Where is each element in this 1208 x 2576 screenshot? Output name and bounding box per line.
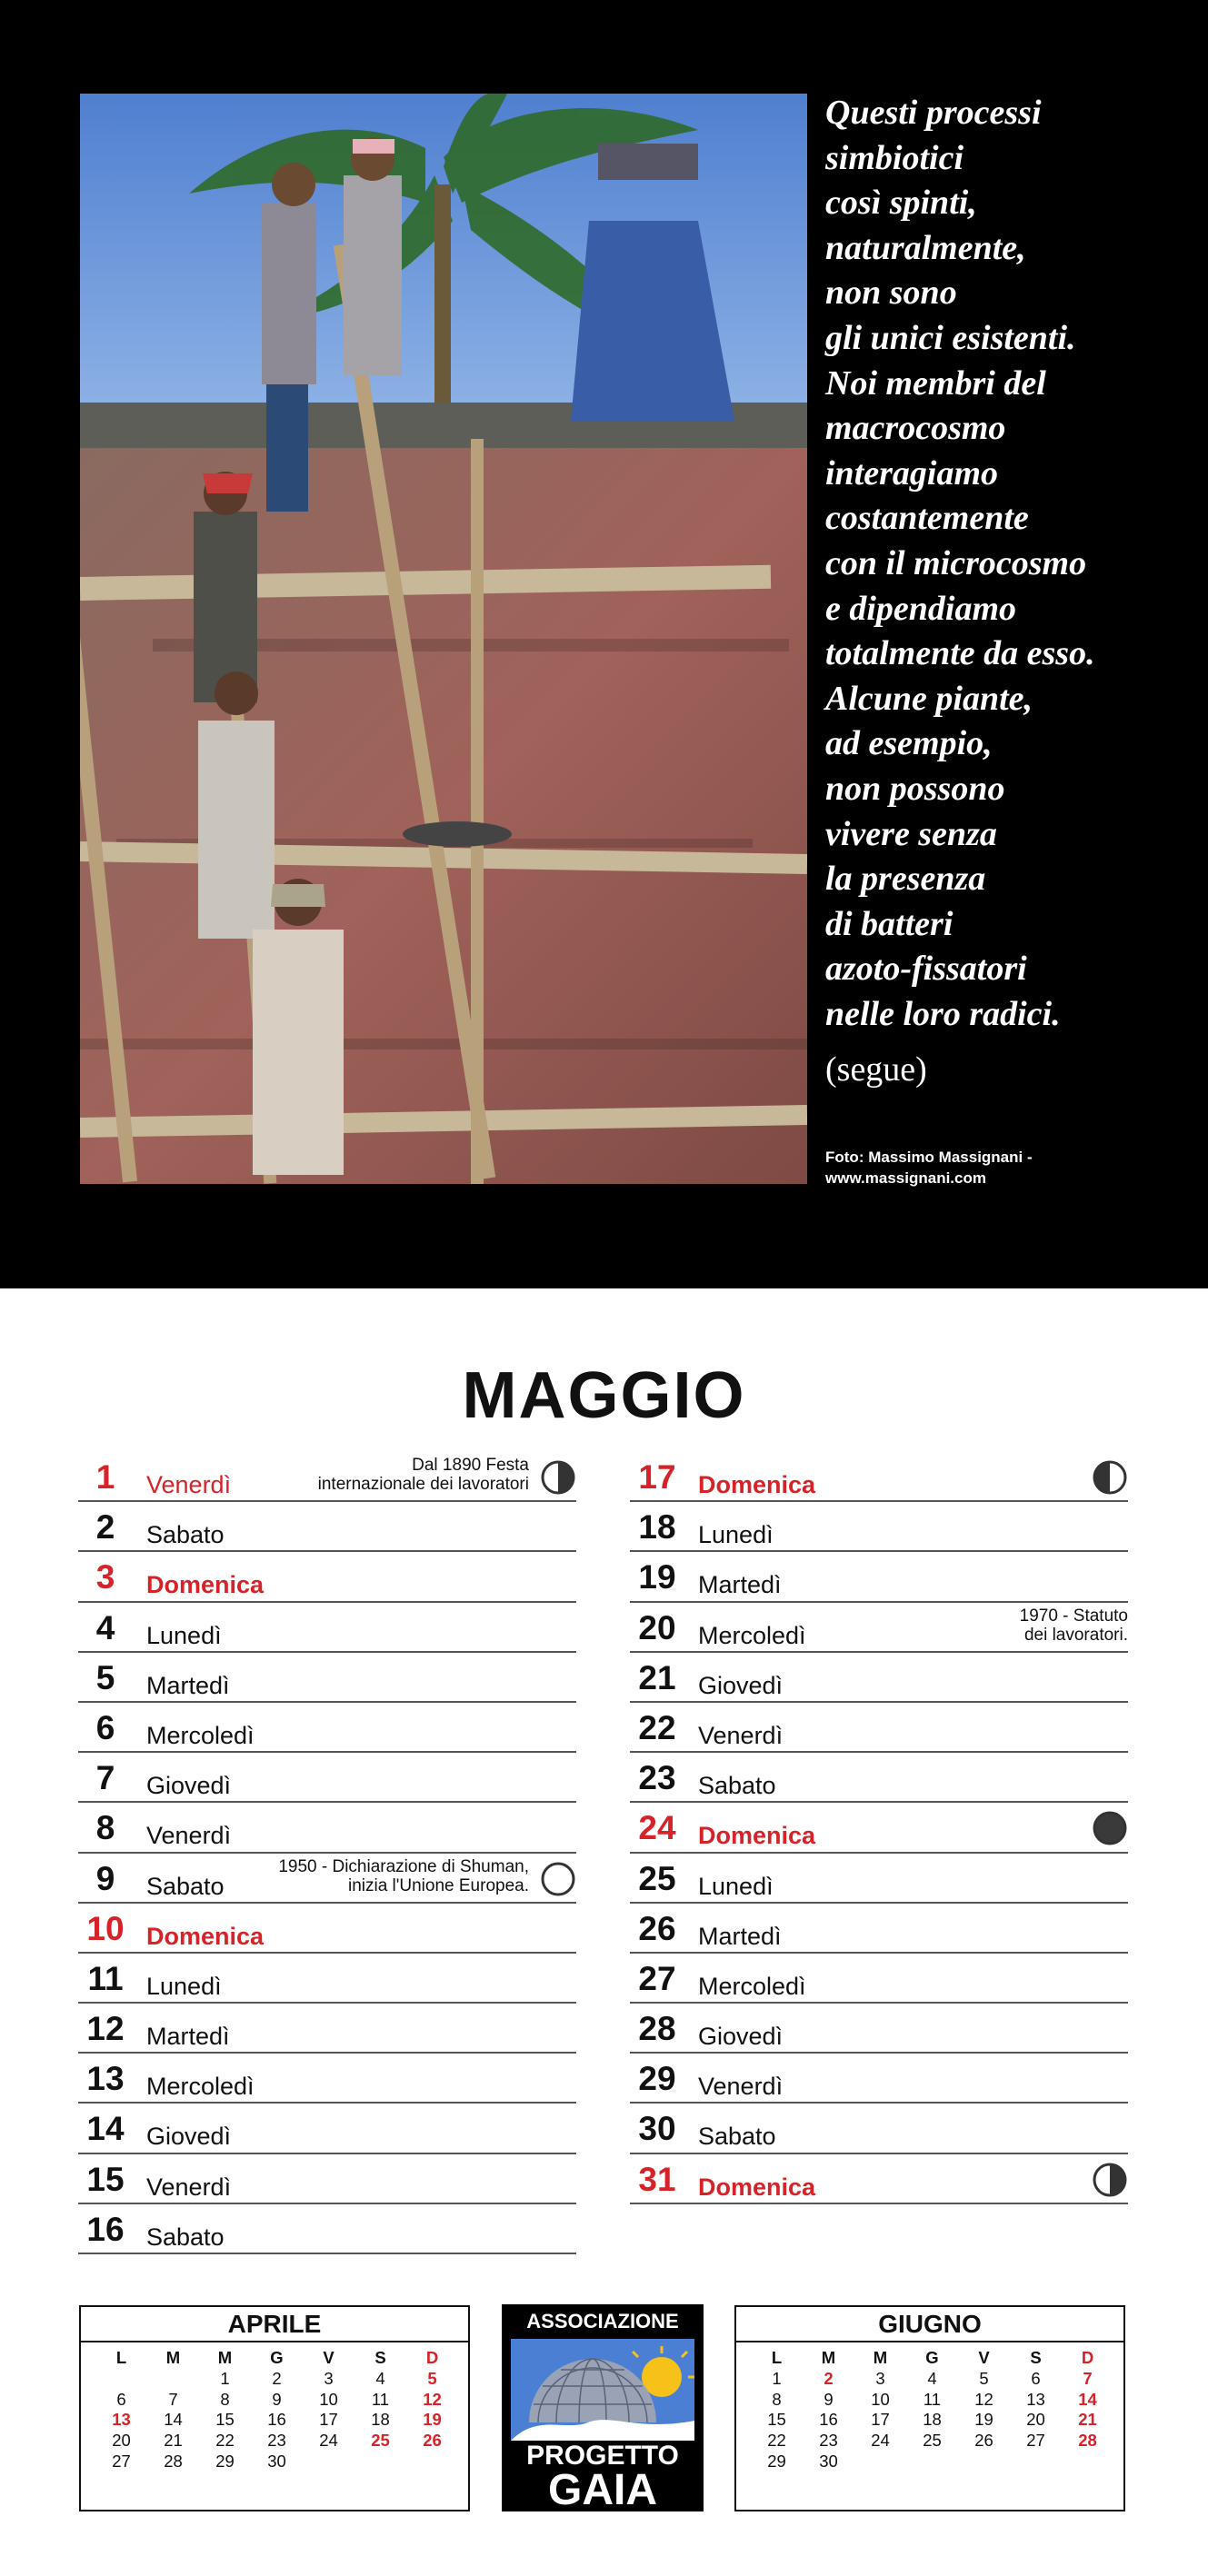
mini-calendar-day: 10 [319,2389,338,2409]
day-note [318,1456,529,1494]
weekday-header: D [425,2348,439,2367]
day-row [78,2054,576,2104]
day-note-line: dei lavoratori. [1023,1625,1128,1645]
mini-calendar-day: 8 [220,2389,230,2409]
quote-line: ad esempio, [825,724,993,763]
quote-line: così spinti, [825,184,977,223]
day-row [78,2004,576,2054]
mini-calendar-day: 10 [871,2389,890,2409]
day-row [78,1653,576,1703]
mini-calendar-day: 27 [1026,2431,1045,2451]
day-number: 19 [638,1558,676,1596]
mini-calendar-day: 11 [923,2389,942,2409]
weekday-name: Domenica [698,2173,816,2201]
day-number: 12 [86,2010,125,2048]
weekday-header: S [1030,2348,1042,2367]
weekday-name: Mercoledì [698,1972,806,2000]
mini-calendar-day: 23 [819,2431,838,2451]
mini-calendar-day: 8 [772,2389,782,2409]
weekday-header: M [873,2348,888,2367]
mini-calendar-day: 29 [215,2451,235,2471]
mini-calendar-title: GIUGNO [736,2307,1123,2342]
weekday-name: Sabato [146,1872,225,1900]
mini-calendar-grid [751,2348,1113,2472]
mini-calendar-day: 30 [267,2451,286,2471]
quote-line: Questi processi [825,94,1042,132]
day-note-line: Dal 1890 Festa [412,1456,529,1475]
day-row [630,1854,1128,1904]
day-row [78,2204,576,2254]
weekday-header: S [374,2348,386,2367]
mini-calendar-day: 16 [267,2410,286,2430]
weekday-name: Domenica [698,1471,816,1498]
weekday-name: Venerdì [146,1822,232,1850]
mini-calendar-day: 1 [772,2368,782,2388]
day-row [78,1552,576,1602]
weekday-name: Giovedì [146,2123,232,2151]
day-note-line: 1970 - Statuto [1019,1606,1128,1626]
mini-calendar-day: 23 [267,2431,286,2451]
day-row [630,2054,1128,2104]
mini-calendar-day: 15 [215,2410,235,2430]
mini-calendar-day [1010,2452,1062,2472]
day-number: 5 [95,1658,115,1696]
mini-calendar-day [303,2452,354,2472]
mini-calendar-day: 9 [824,2389,834,2409]
logo-text-middle: PROGETTO [526,2441,679,2471]
day-row-empty [630,2204,1128,2254]
day-note-line: inizia l'Unione Europea. [347,1875,529,1895]
mini-calendar-day: 25 [371,2431,390,2451]
quote-line: interagiamo [825,453,999,492]
mini-calendar-day: 9 [272,2389,282,2409]
day-note-line: internazionale dei lavoratori [317,1475,529,1494]
day-row [78,1703,576,1753]
day-number: 28 [638,2010,676,2048]
day-number: 16 [86,2210,125,2248]
mini-calendar-day: 29 [767,2451,786,2471]
weekday-name: Martedì [146,1671,230,1699]
day-note [278,1857,529,1895]
month-title: MAGGIO [462,1359,746,1432]
day-number: 31 [638,2160,676,2198]
mini-calendar-day: 6 [116,2389,126,2409]
day-number: 11 [87,1959,124,1997]
day-number: 2 [95,1508,115,1547]
mini-calendar-day: 3 [324,2368,334,2388]
first-quarter-icon [540,1459,576,1496]
mini-calendar-day: 24 [871,2431,890,2451]
quote-line: e dipendiamo [825,589,1017,628]
mini-calendar-day: 26 [974,2431,993,2451]
mini-calendar-day: 27 [112,2451,131,2471]
day-number: 29 [638,2060,676,2098]
mini-calendar-day: 18 [923,2410,942,2430]
quote-continued: (segue) [825,1050,927,1089]
weekday-header: L [771,2348,783,2367]
day-number: 15 [86,2160,125,2198]
mini-calendar-day: 17 [871,2410,890,2430]
mini-calendar-day: 25 [923,2431,942,2451]
day-row [630,1954,1128,2004]
weekday-name: Sabato [698,1772,776,1800]
weekday-name: Mercoledì [146,1721,255,1749]
day-note [1020,1606,1128,1645]
day-number: 1 [95,1458,115,1496]
day-row [630,2154,1128,2204]
full-moon-icon [540,1861,576,1897]
mini-calendar-day: 3 [875,2368,885,2388]
day-number: 6 [95,1708,115,1746]
quote-text [825,91,1198,1037]
mini-calendar-day [147,2369,199,2390]
mini-calendar-day [854,2452,906,2472]
first-quarter-icon [1092,2162,1128,2198]
day-row [78,1803,576,1853]
mini-calendar-day: 21 [164,2431,183,2451]
day-row [630,1904,1128,1954]
workers-scaffolding-photo [80,94,807,1184]
quote-line: la presenza [825,860,986,899]
weekday-name: Sabato [698,2123,776,2151]
mini-calendar-day: 24 [319,2431,338,2451]
day-row [630,1703,1128,1753]
mini-calendar-day: 17 [319,2410,338,2430]
quote-line: nelle loro radici. [825,994,1061,1033]
day-number: 21 [638,1658,676,1696]
day-number: 22 [638,1708,676,1746]
mini-calendar-day: 1 [220,2368,230,2388]
mini-calendar-day: 30 [819,2451,838,2471]
quote-line: gli unici esistenti. [825,318,1076,357]
mini-calendar-day: 22 [215,2431,235,2451]
mini-calendar-day: 2 [824,2368,834,2388]
new-moon-icon [1092,1810,1128,1846]
day-row [78,2104,576,2153]
mini-calendar-day: 11 [371,2389,390,2409]
mini-calendar-day: 13 [112,2410,131,2430]
mini-calendar-day [1062,2452,1113,2472]
day-row [78,1753,576,1803]
weekday-name: Mercoledì [698,1621,806,1649]
weekday-header: G [925,2348,939,2367]
weekday-name: Lunedì [146,1972,222,2000]
photo-credit [825,1147,1033,1189]
mini-calendar-day: 18 [371,2410,390,2430]
weekday-header: M [165,2348,181,2367]
quote-line: non sono [825,274,957,313]
mini-calendar-day: 26 [423,2431,442,2451]
day-row [630,1653,1128,1703]
weekday-header: L [115,2348,127,2367]
weekday-name: Venerdì [698,1721,784,1749]
weekday-name: Martedì [698,1571,782,1599]
mini-calendar-day: 2 [272,2368,282,2388]
day-number: 3 [95,1558,115,1596]
quote-line: simbiotici [825,138,963,177]
mini-calendar-day: 15 [767,2410,786,2430]
mini-calendar-day: 21 [1078,2410,1097,2430]
mini-calendar-day: 19 [974,2410,993,2430]
weekday-name: Venerdì [146,1471,232,1498]
day-row [78,1603,576,1653]
day-row [78,1904,576,1954]
day-number: 26 [638,1909,676,1947]
day-number: 7 [95,1759,115,1797]
day-number: 17 [638,1458,676,1496]
quote-line: Alcune piante, [825,679,1033,718]
weekday-name: Giovedì [146,1772,232,1800]
mini-calendar-day: 20 [112,2431,131,2451]
weekday-name: Martedì [146,2023,230,2051]
mini-calendar-day: 28 [1078,2431,1097,2451]
mini-calendar-day [406,2452,458,2472]
days-column-left [78,1452,576,2254]
logo-text-top: ASSOCIAZIONE [526,2310,679,2332]
day-row [78,1502,576,1552]
quote-line: naturalmente, [825,228,1026,267]
day-row [630,1803,1128,1853]
days-column-right [630,1452,1128,2254]
mini-calendar-day [958,2452,1010,2472]
mini-calendar-day: 13 [1026,2389,1045,2409]
weekday-name: Domenica [146,1922,265,1950]
mini-calendar-day: 5 [979,2368,989,2388]
mini-calendar-day: 7 [168,2389,178,2409]
quote-line: azoto-fissatori [825,950,1027,989]
day-row [630,1753,1128,1803]
mini-calendar-day [906,2452,958,2472]
day-number: 10 [86,1909,125,1947]
last-quarter-icon [1092,1459,1128,1496]
day-row [78,1452,576,1502]
day-row [630,1552,1128,1602]
mini-calendar-day: 4 [927,2368,937,2388]
weekday-header: M [821,2348,836,2367]
quote-line: con il microcosmo [825,543,1087,582]
weekday-name: Domenica [698,1822,816,1850]
day-number: 27 [638,1959,676,1997]
mini-calendar-day [354,2452,406,2472]
quote-line: di batteri [825,904,953,943]
weekday-name: Giovedì [698,1671,784,1699]
weekday-name: Martedì [698,1922,782,1950]
weekday-header: D [1081,2348,1094,2367]
mini-calendar-day: 5 [427,2368,437,2388]
mini-calendar-day: 19 [423,2410,442,2430]
day-number: 18 [638,1508,676,1547]
weekday-name: Domenica [146,1571,265,1599]
mini-calendar-day: 12 [974,2389,993,2409]
mini-calendar-day: 7 [1083,2368,1093,2388]
day-row [78,1854,576,1904]
day-number: 20 [638,1608,676,1646]
mini-calendar-day: 12 [423,2389,442,2409]
day-number: 13 [86,2060,125,2098]
weekday-name: Lunedì [698,1521,774,1549]
mini-calendar-day: 16 [819,2410,838,2430]
mini-calendar-day: 28 [164,2451,183,2471]
day-number: 25 [638,1859,676,1897]
weekday-header: V [323,2348,334,2367]
quote-line: non possono [825,769,1005,808]
weekday-name: Mercoledì [146,2073,255,2101]
weekday-header: M [217,2348,233,2367]
mini-calendar-day [95,2369,147,2390]
mini-calendar-title: APRILE [81,2307,468,2342]
mini-calendar-day: 20 [1026,2410,1045,2430]
mini-calendar-day: 6 [1031,2368,1041,2388]
photo-credit-url: www.massignani.com [825,1169,986,1187]
mini-calendar-day: 4 [375,2368,385,2388]
weekday-name: Giovedì [698,2023,784,2051]
day-row [630,1452,1128,1502]
day-row [630,2104,1128,2153]
day-row [630,1603,1128,1653]
quote-line: Noi membri del [825,363,1046,403]
day-row [630,1502,1128,1552]
weekday-name: Sabato [146,1521,225,1549]
quote-line: macrocosmo [825,409,1006,448]
weekday-name: Venerdì [698,2073,784,2101]
quote-line: costantemente [825,499,1029,538]
day-number: 8 [95,1809,115,1847]
mini-calendar-day: 22 [767,2431,786,2451]
day-number: 23 [638,1759,676,1797]
day-number: 24 [638,1809,676,1847]
mini-calendar-june [734,2305,1125,2511]
weekday-name: Lunedì [146,1621,222,1649]
mini-calendar-grid [95,2348,458,2472]
day-number: 4 [95,1608,115,1646]
quote-line: totalmente da esso. [825,634,1095,673]
mini-calendar-april [79,2305,470,2511]
weekday-header: G [270,2348,284,2367]
weekday-name: Lunedì [698,1872,774,1900]
logo-text-bottom: GAIA [548,2466,657,2511]
progetto-gaia-logo [502,2304,704,2511]
weekday-name: Venerdì [146,2173,232,2201]
day-note-line: 1950 - Dichiarazione di Shuman, [278,1856,529,1876]
weekday-name: Sabato [146,2223,225,2251]
day-row [78,2154,576,2204]
day-number: 9 [95,1859,115,1897]
day-number: 14 [86,2110,125,2148]
mini-calendar-day: 14 [164,2410,183,2430]
day-row [630,2004,1128,2054]
mini-calendar-day: 14 [1078,2389,1097,2409]
weekday-header: V [978,2348,990,2367]
day-number: 30 [638,2110,676,2148]
day-row [78,1954,576,2004]
photo-credit-line: Foto: Massimo Massignani - [825,1149,1033,1166]
quote-line: vivere senza [825,814,997,853]
